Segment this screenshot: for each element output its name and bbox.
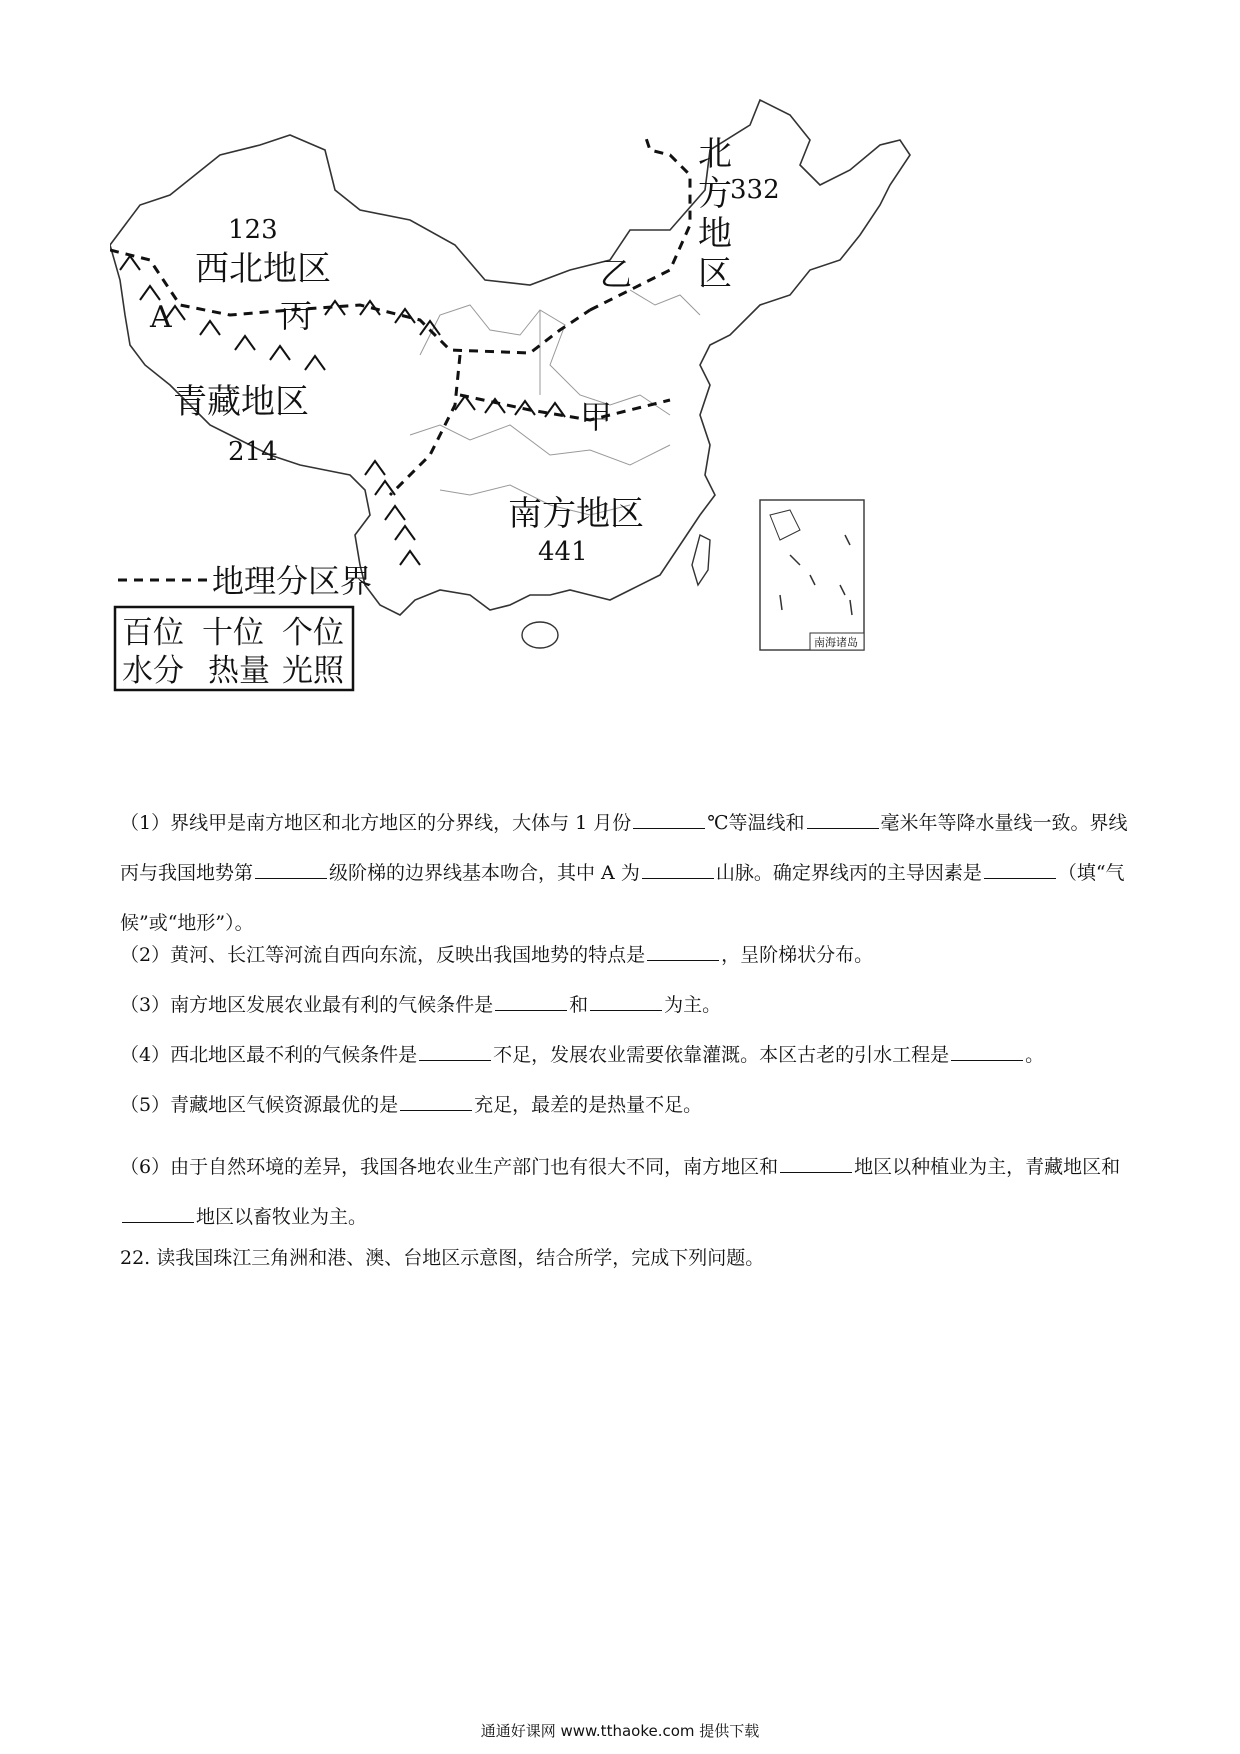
question-22: 22. 读我国珠江三角洲和港、澳、台地区示意图，结合所学，完成下列问题。 (120, 1247, 765, 1269)
q5-text-1: （5）青藏地区气候资源最优的是 (120, 1094, 399, 1116)
region-north-char-2: 地 (698, 214, 732, 254)
q1-text-1: （1）界线甲是南方地区和北方地区的分界线，大体与 1 月份 (120, 812, 632, 834)
region-north-code: 332 (730, 175, 780, 205)
table-heat: 热量 (208, 653, 270, 689)
q2-text-2: ，呈阶梯状分布。 (721, 944, 874, 966)
q6-text-2: 地区以种植业为主，青藏地区和 (854, 1156, 1121, 1178)
region-qingzang-code: 214 (228, 437, 278, 467)
region-north-char-1: 方 (698, 174, 732, 214)
page-footer: 通通好课网 www.tthaoke.com 提供下载 (480, 1722, 760, 1740)
q3-text-3: 为主。 (664, 994, 722, 1016)
q2-blank-1[interactable] (647, 942, 719, 961)
q1-blank-3[interactable] (255, 860, 327, 879)
region-north-char-0: 北 (698, 134, 732, 174)
question-1 (120, 798, 1130, 948)
q2-text-1: （2）黄河、长江等河流自西向东流，反映出我国地势的特点是 (120, 944, 646, 966)
legend-label: 地理分区界 (212, 562, 373, 600)
south-china-sea-inset (760, 500, 864, 650)
china-regions-map (110, 95, 1010, 755)
inset-label: 南海诸岛 (814, 636, 858, 649)
taiwan-island (692, 535, 710, 585)
q4-blank-2[interactable] (951, 1042, 1023, 1061)
line-yi-label: 乙 (600, 255, 633, 293)
q1-text-4: 级阶梯的边界线基本吻合，其中 A 为 (329, 862, 640, 884)
question-2 (120, 942, 1130, 968)
question-3 (120, 992, 1130, 1018)
q6-text-1: （6）由于自然环境的差异，我国各地农业生产部门也有很大不同，南方地区和 (120, 1156, 779, 1178)
table-tens: 十位 (202, 615, 264, 651)
q5-blank-1[interactable] (400, 1092, 472, 1111)
q3-blank-2[interactable] (590, 992, 662, 1011)
q4-text-1: （4）西北地区最不利的气候条件是 (120, 1044, 418, 1066)
table-ones: 个位 (282, 615, 344, 651)
q4-text-3: 。 (1025, 1044, 1045, 1066)
q1-blank-2[interactable] (807, 810, 879, 829)
region-northwest-code: 123 (228, 215, 278, 245)
table-hundreds: 百位 (122, 615, 184, 651)
q5-text-2: 充足，最差的是热量不足。 (474, 1094, 703, 1116)
boundary-bing (110, 250, 590, 353)
code-table (115, 607, 353, 690)
region-north-char-3: 区 (698, 254, 732, 294)
q4-text-2: 不足，发展农业需要依靠灌溉。本区古老的引水工程是 (493, 1044, 950, 1066)
hainan-island (522, 622, 558, 648)
question-6 (120, 1142, 1130, 1242)
region-south-code: 441 (538, 537, 588, 567)
q4-blank-1[interactable] (419, 1042, 491, 1061)
table-water: 水分 (122, 653, 184, 689)
q6-blank-1[interactable] (780, 1154, 852, 1173)
region-south-label: 南方地区 (508, 494, 644, 534)
q6-blank-2[interactable] (122, 1204, 194, 1223)
table-light: 光照 (282, 653, 344, 689)
q3-text-1: （3）南方地区发展农业最有利的气候条件是 (120, 994, 494, 1016)
mountain-a-label: A (150, 300, 172, 335)
q6-text-3: 地区以畜牧业为主。 (196, 1206, 368, 1228)
q3-text-2: 和 (569, 994, 589, 1016)
line-jia-label: 甲 (580, 398, 613, 436)
q1-text-3: 毫米年等降水量线一致。界线丙与我国地势第 (120, 812, 1128, 884)
q1-blank-4[interactable] (642, 860, 714, 879)
region-qingzang-label: 青藏地区 (173, 382, 309, 422)
q1-blank-5[interactable] (984, 860, 1056, 879)
line-bing-label: 丙 (280, 297, 313, 335)
region-northwest-label: 西北地区 (195, 249, 331, 289)
q1-text-5: 山脉。确定界线丙的主导因素是 (715, 862, 982, 884)
q1-blank-1[interactable] (633, 810, 705, 829)
q1-text-6: （填“气候”或“地形”）。 (120, 862, 1125, 934)
question-5 (120, 1092, 1130, 1118)
q1-text-2: ℃等温线和 (707, 812, 805, 834)
boundary-qingzang (390, 355, 460, 495)
q3-blank-1[interactable] (495, 992, 567, 1011)
question-4 (120, 1042, 1130, 1068)
